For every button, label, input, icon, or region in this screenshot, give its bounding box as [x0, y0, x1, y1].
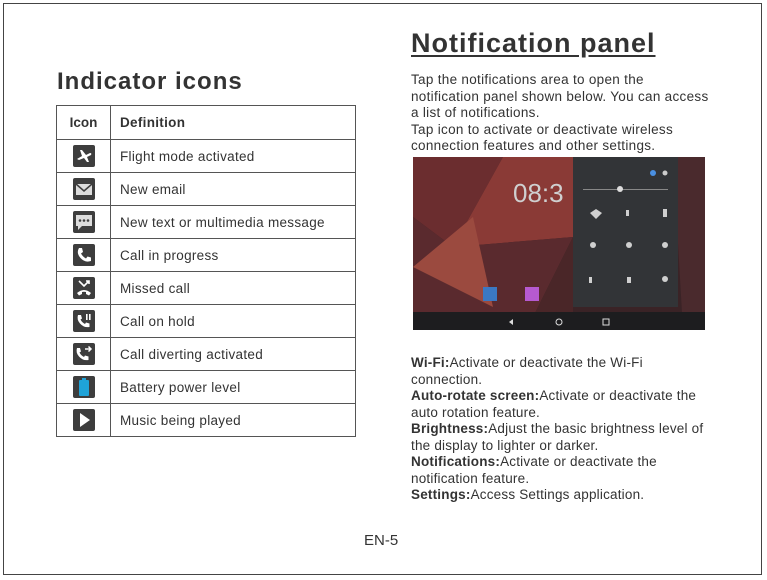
feature-list [411, 355, 711, 504]
play-icon [73, 409, 95, 431]
table-header [57, 106, 356, 140]
airplane-icon [73, 145, 95, 167]
clock-text: 08:3 [513, 178, 564, 208]
feature-text: Activate or deactivate the notification feature. [411, 454, 657, 486]
feature-auto-rotate [411, 388, 711, 421]
feature-notifications [411, 454, 711, 487]
phone-icon [73, 244, 95, 266]
definition: Missed call [111, 272, 356, 305]
indicator-icons-table [56, 105, 356, 437]
intro-paragraph: Tap icon to activate or deactivate wireless connection features and other settings. [411, 121, 674, 153]
table-row [57, 404, 356, 437]
feature-text: Adjust the basic brightness level of the display to lighter or darker. [411, 421, 704, 453]
definition: Flight mode activated [111, 140, 356, 173]
definition: New text or multimedia message [111, 206, 356, 239]
table-row [57, 173, 356, 206]
feature-text: Activate or deactivate the auto rotation feature. [411, 388, 697, 420]
table-row [57, 206, 356, 239]
table-row [57, 305, 356, 338]
feature-text: Access Settings application. [470, 487, 645, 502]
definition: Music being played [111, 404, 356, 437]
definition: Call on hold [111, 305, 356, 338]
feature-label: Settings: [411, 487, 471, 502]
missed-call-icon [73, 277, 95, 299]
feature-text: Activate or deactivate the Wi-Fi connection. [411, 355, 643, 387]
feature-brightness [411, 421, 711, 454]
table-row [57, 371, 356, 404]
definition: New email [111, 173, 356, 206]
page-number: EN-5 [364, 532, 399, 549]
tablet-notification-panel-screenshot [413, 157, 705, 330]
table-row [57, 272, 356, 305]
header-definition: Definition [111, 106, 356, 140]
feature-label: Brightness: [411, 421, 489, 436]
notification-panel-intro [411, 72, 711, 155]
intro-paragraph: Tap the notifications area to open the notification panel shown below. You can access a list of notifications. [411, 72, 709, 120]
definition: Call in progress [111, 239, 356, 272]
feature-label: Notifications: [411, 454, 501, 469]
envelope-icon [73, 178, 95, 200]
table-row [57, 140, 356, 173]
table-row [57, 338, 356, 371]
chat-bubble-icon [73, 211, 95, 233]
feature-wifi [411, 355, 711, 388]
feature-settings [411, 487, 711, 504]
header-icon: Icon [57, 106, 111, 140]
battery-icon [73, 376, 95, 398]
feature-label: Auto-rotate screen: [411, 388, 540, 403]
indicator-icons-title: Indicator icons [57, 68, 243, 95]
feature-label: Wi-Fi: [411, 355, 450, 370]
notification-panel-title: Notification panel [411, 28, 656, 58]
table-row [57, 239, 356, 272]
call-divert-icon [73, 343, 95, 365]
definition: Call diverting activated [111, 338, 356, 371]
call-hold-icon [73, 310, 95, 332]
definition: Battery power level [111, 371, 356, 404]
